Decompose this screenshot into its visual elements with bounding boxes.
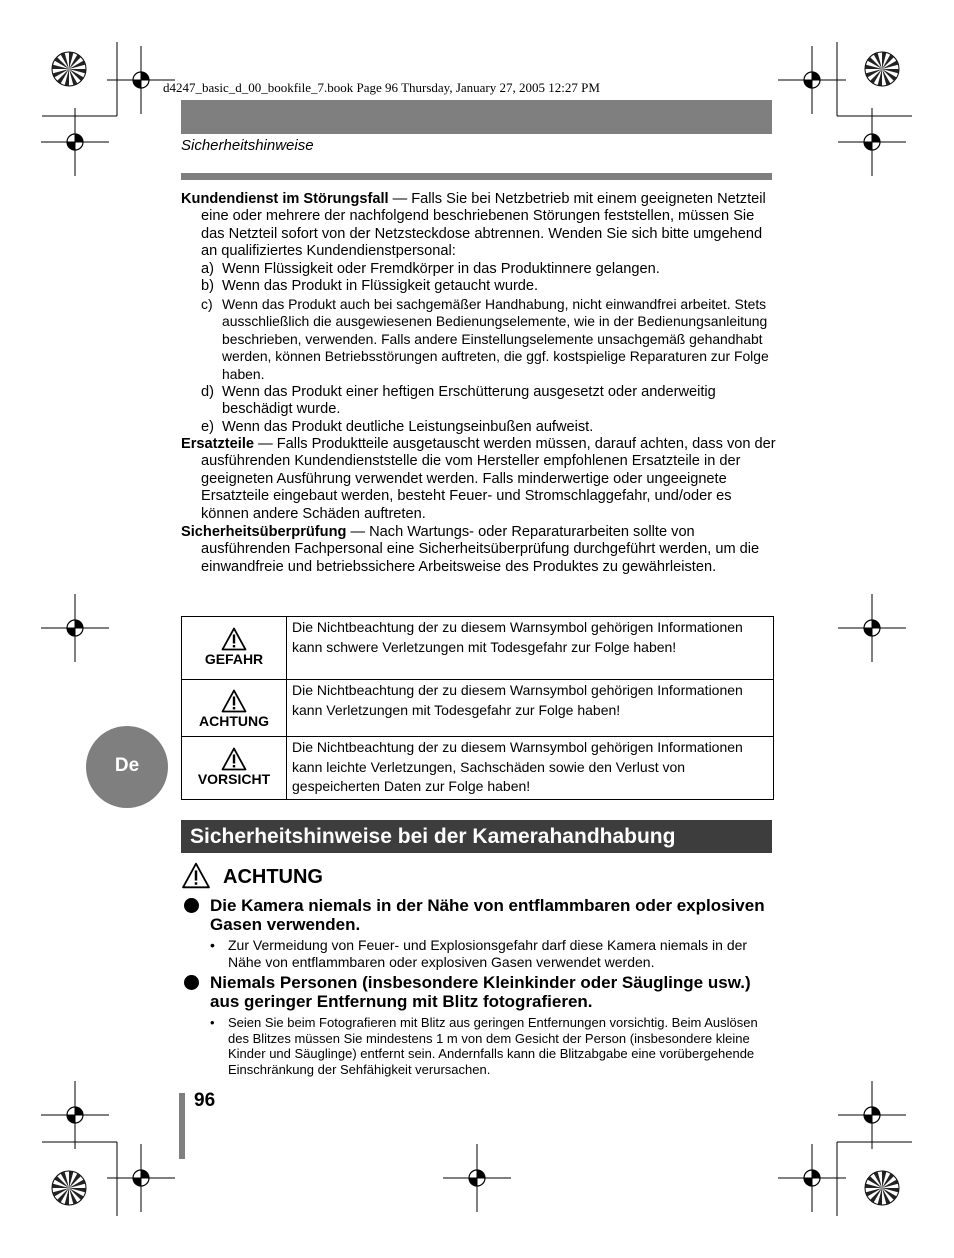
item-text: Wenn das Produkt einer heftigen Erschütterung ausgesetzt oder anderweitig beschädigt wurde. [222, 384, 716, 418]
header-bar [181, 100, 772, 134]
registration-mark-icon [41, 594, 109, 662]
warning-label: ACHTUNG [199, 713, 269, 729]
section-heading: Sicherheitshinweise bei der Kamerahandhabung [181, 820, 772, 853]
starburst-target-icon [52, 1171, 86, 1205]
text-ersatzteile: — Falls Produktteile ausgetauscht werden müssen, darauf achten, dass von der ausführenden Kundendienststelle die vom Hersteller empfohlenen Ersatzteile in der geeigneten Ausführung verwendet werden. Falls minderwertige oder ungeeignete Ersatzteile eingebaut werden, besteht Feuer- und Stromschlaggefahr, und/oder es können andere Schäden auftreten. [201, 436, 776, 522]
warning-symbol-cell [182, 737, 287, 800]
table-row [182, 680, 774, 737]
registration-mark-icon [838, 1081, 906, 1149]
item-text: Wenn das Produkt auch bei sachgemäßer Handhabung, nicht einwandfrei arbeitet. Stets ausschließlich die ausgewiesenen Bedienungselemente, wie in der Bedienungsanleitung beschrieben, verwenden. Falls andere Einstellungselemente unsachgemäß gehandhabt werden, können Betriebsstörungen auftreten, die ggf. kostspielige Reparaturen zur Folge haben. [222, 296, 769, 382]
bullet-text: Zur Vermeidung von Feuer- und Explosionsgefahr darf diese Kamera niemals in der Nähe von entflammbaren oder explosiven Gasen verwendet werden. [228, 937, 748, 970]
list-item [201, 261, 776, 278]
item-text: Wenn das Produkt deutliche Leistungseinbußen aufweist. [222, 419, 594, 435]
warning-triangle-icon [221, 627, 247, 651]
starburst-target-icon [865, 1171, 899, 1205]
warning-triangle-icon [221, 747, 247, 771]
registration-mark-icon [838, 594, 906, 662]
warning-symbol-table [181, 616, 774, 800]
page-number: 96 [194, 1090, 216, 1111]
table-row [182, 737, 774, 800]
header-rule [181, 173, 772, 180]
bullet-char: • [210, 1015, 215, 1030]
text-sicherheit: — Nach Wartungs- oder Reparaturarbeiten sollte von ausführenden Fachpersonal eine Sicherheitsüberprüfung durchgeführt werden, um die einwandfreie und betriebssichere Arbeitsweise des Produktes zu gewährleisten. [201, 524, 760, 575]
book-file-line: d4247_basic_d_00_bookfile_7.book Page 96 Thursday, January 27, 2005 12:27 PM [163, 80, 600, 95]
item-letter: b) [201, 278, 214, 294]
registration-mark-icon [838, 108, 906, 176]
term-ersatzteile: Ersatzteile [181, 436, 255, 452]
bullet-dot-icon [184, 975, 199, 990]
registration-mark-icon [778, 46, 846, 114]
starburst-target-icon [52, 52, 86, 86]
list-item [201, 419, 776, 436]
warning-text: Die Nichtbeachtung der zu diesem Warnsymbol gehörigen Informationen kann schwere Verletzungen mit Todesgefahr zur Folge haben! [287, 617, 774, 680]
list-item [201, 278, 776, 295]
item-letter: c) [201, 296, 213, 312]
registration-mark-icon [443, 1144, 511, 1212]
warning-text: Die Nichtbeachtung der zu diesem Warnsymbol gehörigen Informationen kann leichte Verletzungen, Sachschäden sowie den Verlust von gespeicherten Daten zur Folge haben! [287, 737, 774, 800]
bullet-title: Niemals Personen (insbesondere Kleinkinder oder Säuglinge usw.) aus geringer Entfernung mit Blitz fotografieren. [210, 973, 751, 1011]
section-name: Sicherheitshinweise [181, 137, 314, 154]
table-row [182, 617, 774, 680]
bullet-heading [181, 897, 776, 934]
item-text: Wenn das Produkt in Flüssigkeit getaucht wurde. [222, 278, 539, 294]
text-kundendienst: — Falls Sie bei Netzbetrieb mit einem geeigneten Netzteil eine oder mehrere der nachfolgend beschriebenen Störungen feststellen, müssen Sie das Netzteil sofort von der Netzsteckdose abtrennen. Wenden Sie sich bitte umgehend an qualifiziertes Kundendienstpersonal: [201, 191, 766, 260]
bullet-heading [181, 974, 776, 1011]
achtung-label: ACHTUNG [223, 866, 323, 888]
bullet-text: Seien Sie beim Fotografieren mit Blitz aus geringen Entfernungen vorsichtig. Beim Auslösen des Blitzes müssen Sie mindestens 1 m von dem Gesicht der Person (insbesondere kleine Kinder und Säuglinge) entfernt sein. Andernfalls kann die Blitzabgabe eine vorübergehende Einschränkung der Sehfähigkeit verursachen. [228, 1015, 758, 1077]
bullet-title: Die Kamera niemals in der Nähe von entflammbaren oder explosiven Gasen verwenden. [210, 896, 765, 934]
warning-symbol-cell [182, 617, 287, 680]
page-number-bar [179, 1093, 185, 1159]
warning-triangle-icon [221, 689, 247, 713]
language-tab: De [86, 726, 168, 808]
bullet-char: • [210, 937, 215, 953]
term-sicherheit: Sicherheitsüberprüfung [181, 524, 347, 540]
warning-triangle-icon [181, 862, 211, 889]
warning-label: GEFAHR [204, 651, 264, 667]
warning-symbol-cell [182, 680, 287, 737]
bullet-dot-icon [184, 898, 199, 913]
achtung-heading [181, 862, 323, 889]
list-item [201, 384, 776, 419]
item-letter: e) [201, 419, 214, 435]
registration-mark-icon [41, 108, 109, 176]
paragraph-ersatzteile [181, 436, 776, 523]
registration-mark-icon [778, 1144, 846, 1212]
registration-mark-icon [41, 1081, 109, 1149]
warning-label: VORSICHT [197, 771, 271, 787]
list-item [201, 296, 776, 383]
warning-text: Die Nichtbeachtung der zu diesem Warnsymbol gehörigen Informationen kann Verletzungen mit Todesgefahr zur Folge haben! [287, 680, 774, 737]
bullet-subitem [210, 1015, 774, 1077]
paragraph-sicherheitsueberpruefung [181, 524, 776, 576]
bullet-subitem [210, 937, 774, 970]
paragraph-kundendienst [181, 191, 776, 261]
term-kundendienst: Kundendienst im Störungsfall [181, 191, 389, 207]
item-letter: a) [201, 261, 214, 277]
item-text: Wenn Flüssigkeit oder Fremdkörper in das Produktinnere gelangen. [222, 261, 660, 277]
item-letter: d) [201, 384, 214, 400]
starburst-target-icon [865, 52, 899, 86]
